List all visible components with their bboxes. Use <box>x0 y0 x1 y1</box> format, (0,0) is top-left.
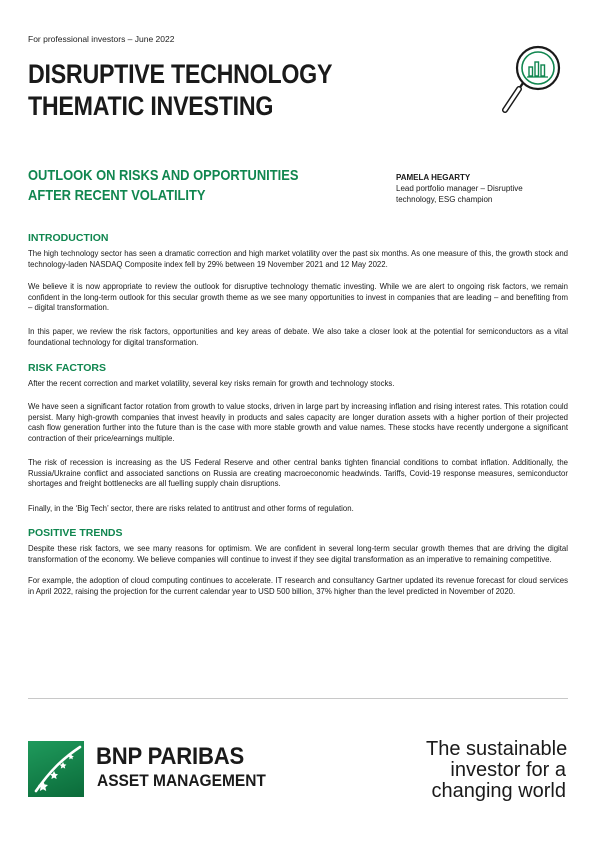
introduction-paragraph-1: The high technology sector has seen a dramatic correction and high market volatility over the past six months. As one measure of this, the growth stock and technology-laden NASDAQ Composite index fell by 29% between 19 November 2021 and 12 May 2022. <box>28 249 568 269</box>
introduction-paragraph-3: In this paper, we review the risk factors, opportunities and key areas of debate. We also take a closer look at the potential for semiconductors as a vital foundational technology for digital transformation. <box>28 327 568 347</box>
introduction-heading: INTRODUCTION <box>28 232 109 244</box>
audience-note: For professional investors – June 2022 <box>28 34 175 44</box>
risk-factors-paragraph-1: After the recent correction and market volatility, several key risks remain for growth and technology stocks. <box>28 379 395 388</box>
footer-divider <box>28 698 568 699</box>
author-role-line-2: technology, ESG champion <box>396 195 493 204</box>
bnp-stars-logo-icon <box>28 741 84 797</box>
brand-subtitle: ASSET MANAGEMENT <box>97 772 266 790</box>
subtitle-line-1: OUTLOOK ON RISKS AND OPPORTUNITIES <box>28 167 299 184</box>
tagline-line-3: changing world <box>431 780 566 802</box>
author-name: PAMELA HEGARTY <box>396 173 471 182</box>
tagline <box>426 739 566 802</box>
subtitle <box>28 166 355 206</box>
introduction-paragraph-2: We believe it is now appropriate to review the outlook for disruptive technology thematic investing. While we are alert to ongoing risk factors, we remain confident in the long-term outlook for this secular growth theme as we see many opportunities to invest in companies that are leading – and benefiting from – digital transformation. <box>28 282 568 313</box>
tagline-line-2: investor for a <box>450 759 566 781</box>
page-title <box>28 58 389 122</box>
author-role-line-1: Lead portfolio manager – Disruptive <box>396 184 523 193</box>
risk-factors-heading: RISK FACTORS <box>28 362 106 374</box>
positive-trends-paragraph-1: Despite these risk factors, we see many reasons for optimism. We are confident in several long-term secular growth themes that are driving the digital transformation of the economy. We believe companies will continue to invest if they see digital transformation as an imperative to remaining competitive. <box>28 544 568 564</box>
brand-name: BNP PARIBAS <box>96 743 245 770</box>
risk-factors-paragraph-3: The risk of recession is increasing as the US Federal Reserve and other central banks tighten financial conditions to combat inflation. Additionally, the Russia/Ukraine conflict and associated sanctions on Russia are creating macroeconomic headwinds. Tariffs, Covid-19 response measures, semiconductor shortages and freight bottlenecks are all fuelling supply chain disruptions. <box>28 458 568 489</box>
author-role <box>396 183 546 205</box>
subtitle-line-2: AFTER RECENT VOLATILITY <box>28 187 206 204</box>
positive-trends-paragraph-2: For example, the adoption of cloud computing continues to accelerate. IT research and consultancy Gartner updated its revenue forecast for cloud services in April 2022, raising the projection for the current calendar year to USD 500 billion, 37% higher than the level predicted in November of 2020. <box>28 576 568 596</box>
title-line-1: DISRUPTIVE TECHNOLOGY <box>28 59 333 89</box>
tagline-line-1: The sustainable <box>426 738 568 760</box>
risk-factors-paragraph-2: We have seen a significant factor rotation from growth to value stocks, driven in large part by increasing inflation and rising interest rates. This rotation could persist. Many high-growth companies that invest heavily in products and sales capacity are longer duration assets with a higher portion of their projected cash flow generation further into the future than is the case with more stable growth and value names. These stocks have recently undergone a significant contraction of their price/earnings multiple. <box>28 402 568 443</box>
positive-trends-heading: POSITIVE TRENDS <box>28 527 123 539</box>
risk-factors-paragraph-4: Finally, in the ‘Big Tech’ sector, there are risks related to antitrust and other forms of regulation. <box>28 504 354 513</box>
title-line-2: THEMATIC INVESTING <box>28 91 274 121</box>
magnifier-chart-icon <box>502 40 572 120</box>
